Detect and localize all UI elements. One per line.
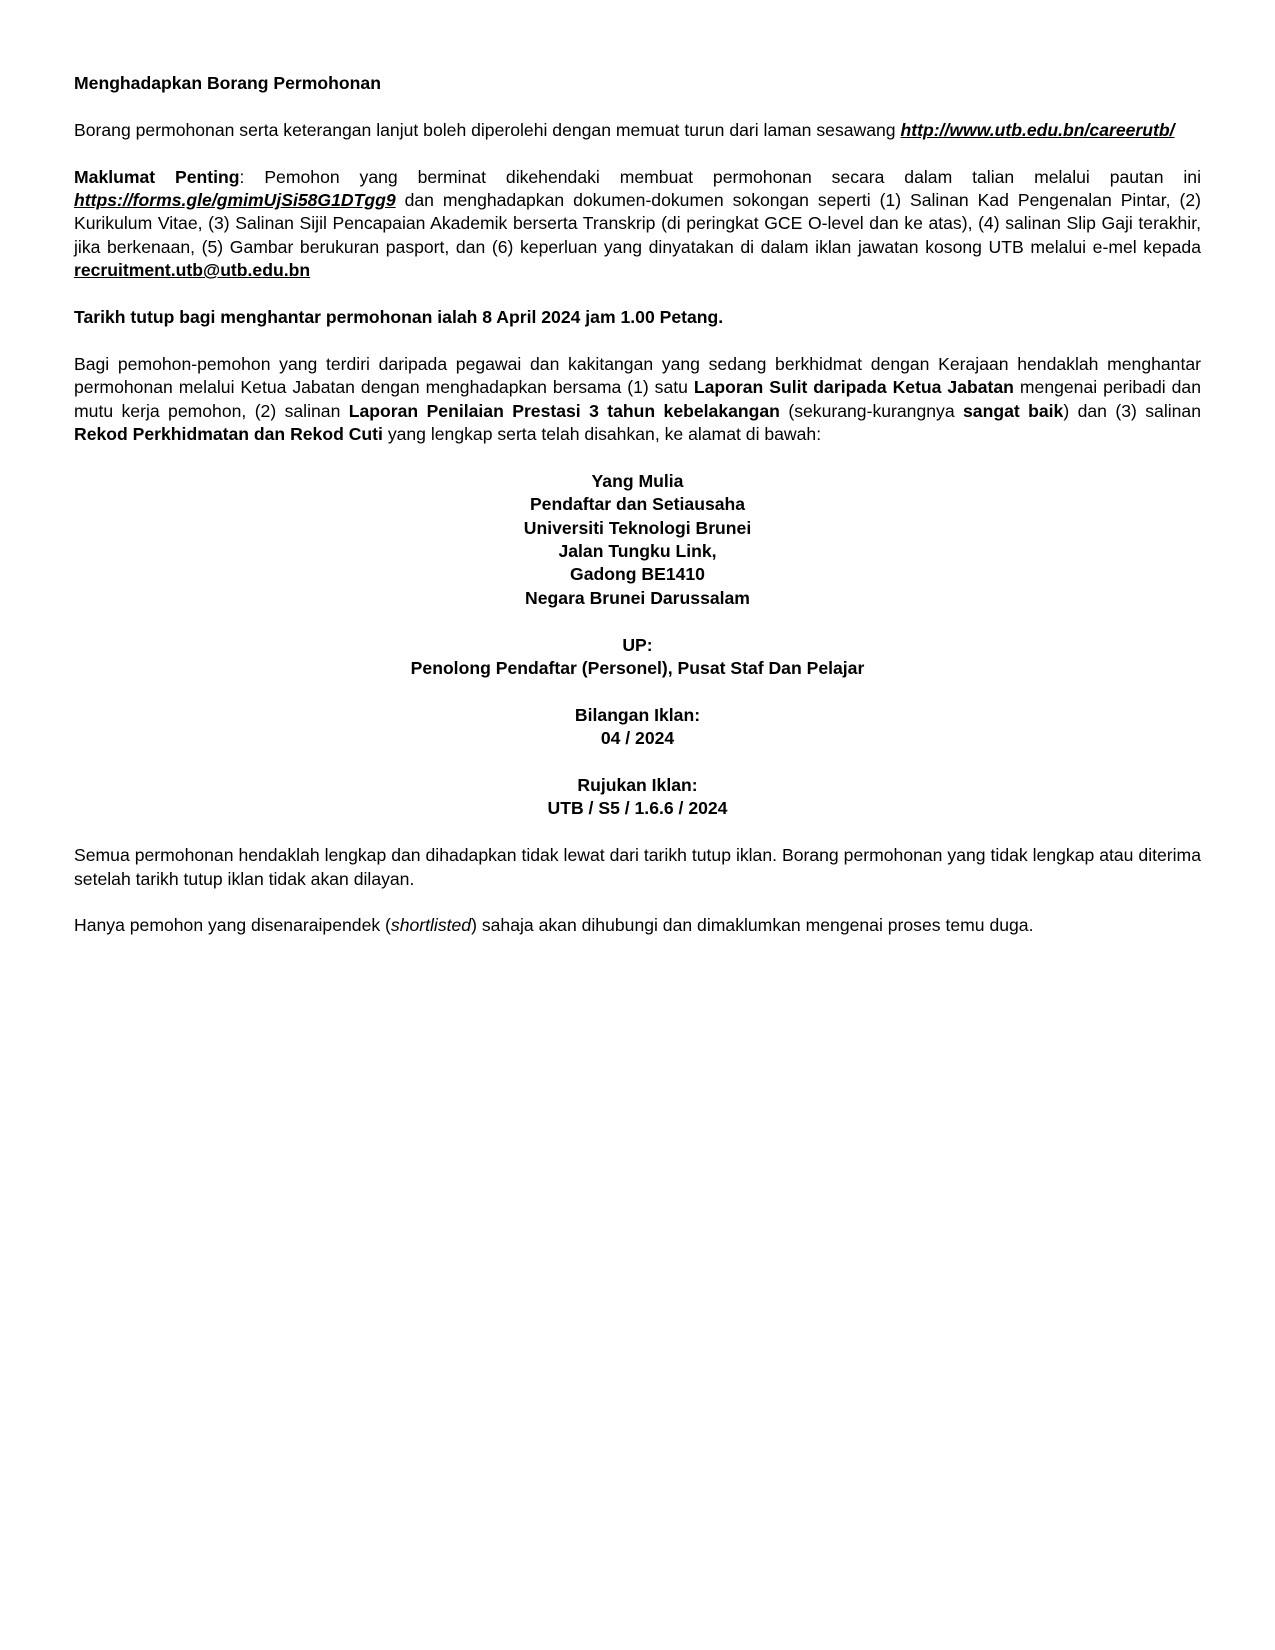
address-line-6: Negara Brunei Darussalam <box>525 587 750 608</box>
gov-text-2: mengenai peribadi dan mutu kerja pemohon, (2) salinan <box>74 377 1202 421</box>
ad-reference-label: Rujukan Iklan: <box>577 775 698 796</box>
ad-number-label: Bilangan Iklan: <box>574 704 701 725</box>
download-text: Borang permohonan serta keterangan lanjut boleh diperolehi dengan memuat turun dari laman sesawang <box>74 119 896 140</box>
important-info-text-b: dan menghadapkan dokumen-dokumen sokongan seperti (1) Salinan Kad Pengenalan Pintar, (2) Kurikulum Vitae, (3) Salinan Sijil Pencapaian Akademik berserta Transkrip (di peringkat GCE O-level dan ke atas), (4) salinan Slip Gaji terakhir, jika berkenaan, (5) Gambar berukuran pasport, dan (6) keperluan yang dinyatakan di dalam iklan jawatan kosong UTB melalui e-mel kepada <box>74 190 1202 257</box>
gov-text-3: (sekurang-kurangnya <box>788 400 955 421</box>
gov-bold-3: sangat baik <box>963 400 1064 421</box>
gov-bold-1: Laporan Sulit daripada Ketua Jabatan <box>693 377 1014 398</box>
important-info-paragraph <box>74 166 1201 283</box>
ad-reference-block <box>74 774 1201 821</box>
gov-text-5: yang lengkap serta telah disahkan, ke alamat di bawah: <box>387 424 822 445</box>
ad-number-value: 04 / 2024 <box>600 728 675 749</box>
address-line-3: Universiti Teknologi Brunei <box>523 517 752 538</box>
attention-label: UP: <box>622 634 653 655</box>
gov-bold-2: Laporan Penilaian Prestasi 3 tahun kebelakangan <box>348 400 780 421</box>
attention-value: Penolong Pendaftar (Personel), Pusat Staf Dan Pelajar <box>410 658 865 679</box>
important-info-label: Maklumat Penting <box>74 166 240 187</box>
gov-text-1: Bagi pemohon-pemohon yang terdiri daripada pegawai dan kakitangan yang sedang berkhidmat dengan Kerajaan hendaklah menghantar permohonan melalui Ketua Jabatan dengan menghadapkan bersama (1) satu <box>74 353 1201 398</box>
recruitment-email-link[interactable]: recruitment.utb@utb.edu.bn <box>74 260 311 281</box>
ad-number-block <box>74 704 1201 751</box>
shortlist-text-1: Hanya pemohon yang disenaraipendek ( <box>74 915 391 936</box>
completeness-paragraph: Semua permohonan hendaklah lengkap dan dihadapkan tidak lewat dari tarikh tutup iklan. Borang permohonan yang tidak lengkap atau diterima setelah tarikh tutup iklan tidak akan dilayan. <box>74 845 1201 889</box>
government-staff-paragraph <box>74 353 1201 447</box>
career-page-link[interactable]: http://www.utb.edu.bn/careerutb/ <box>900 119 1175 140</box>
closing-date-notice: Tarikh tutup bagi menghantar permohonan ialah 8 April 2024 jam 1.00 Petang. <box>74 307 724 328</box>
shortlist-text-2: ) sahaja akan dihubungi dan dimaklumkan mengenai proses temu duga. <box>471 915 1034 936</box>
gov-bold-4: Rekod Perkhidmatan dan Rekod Cuti <box>74 424 383 445</box>
document-page <box>74 72 1201 961</box>
address-line-2: Pendaftar dan Setiausaha <box>529 494 746 515</box>
shortlist-italic: shortlisted <box>390 915 472 936</box>
address-line-5: Gadong BE1410 <box>570 564 705 585</box>
section-heading: Menghadapkan Borang Permohonan <box>74 73 381 93</box>
attention-block <box>74 634 1201 681</box>
shortlist-paragraph <box>74 914 1201 937</box>
gov-text-4: ) dan (3) salinan <box>1063 400 1201 421</box>
address-line-4: Jalan Tungku Link, <box>558 541 717 562</box>
ad-reference-value: UTB / S5 / 1.6.6 / 2024 <box>547 798 728 819</box>
download-paragraph <box>74 119 1201 142</box>
online-form-link[interactable]: https://forms.gle/gmimUjSi58G1DTgg9 <box>74 190 396 210</box>
important-info-text-a: : Pemohon yang berminat dikehendaki membuat permohonan secara dalam talian melalui pautan ini <box>239 166 1201 187</box>
address-line-1: Yang Mulia <box>591 470 684 491</box>
mailing-address <box>74 470 1201 610</box>
